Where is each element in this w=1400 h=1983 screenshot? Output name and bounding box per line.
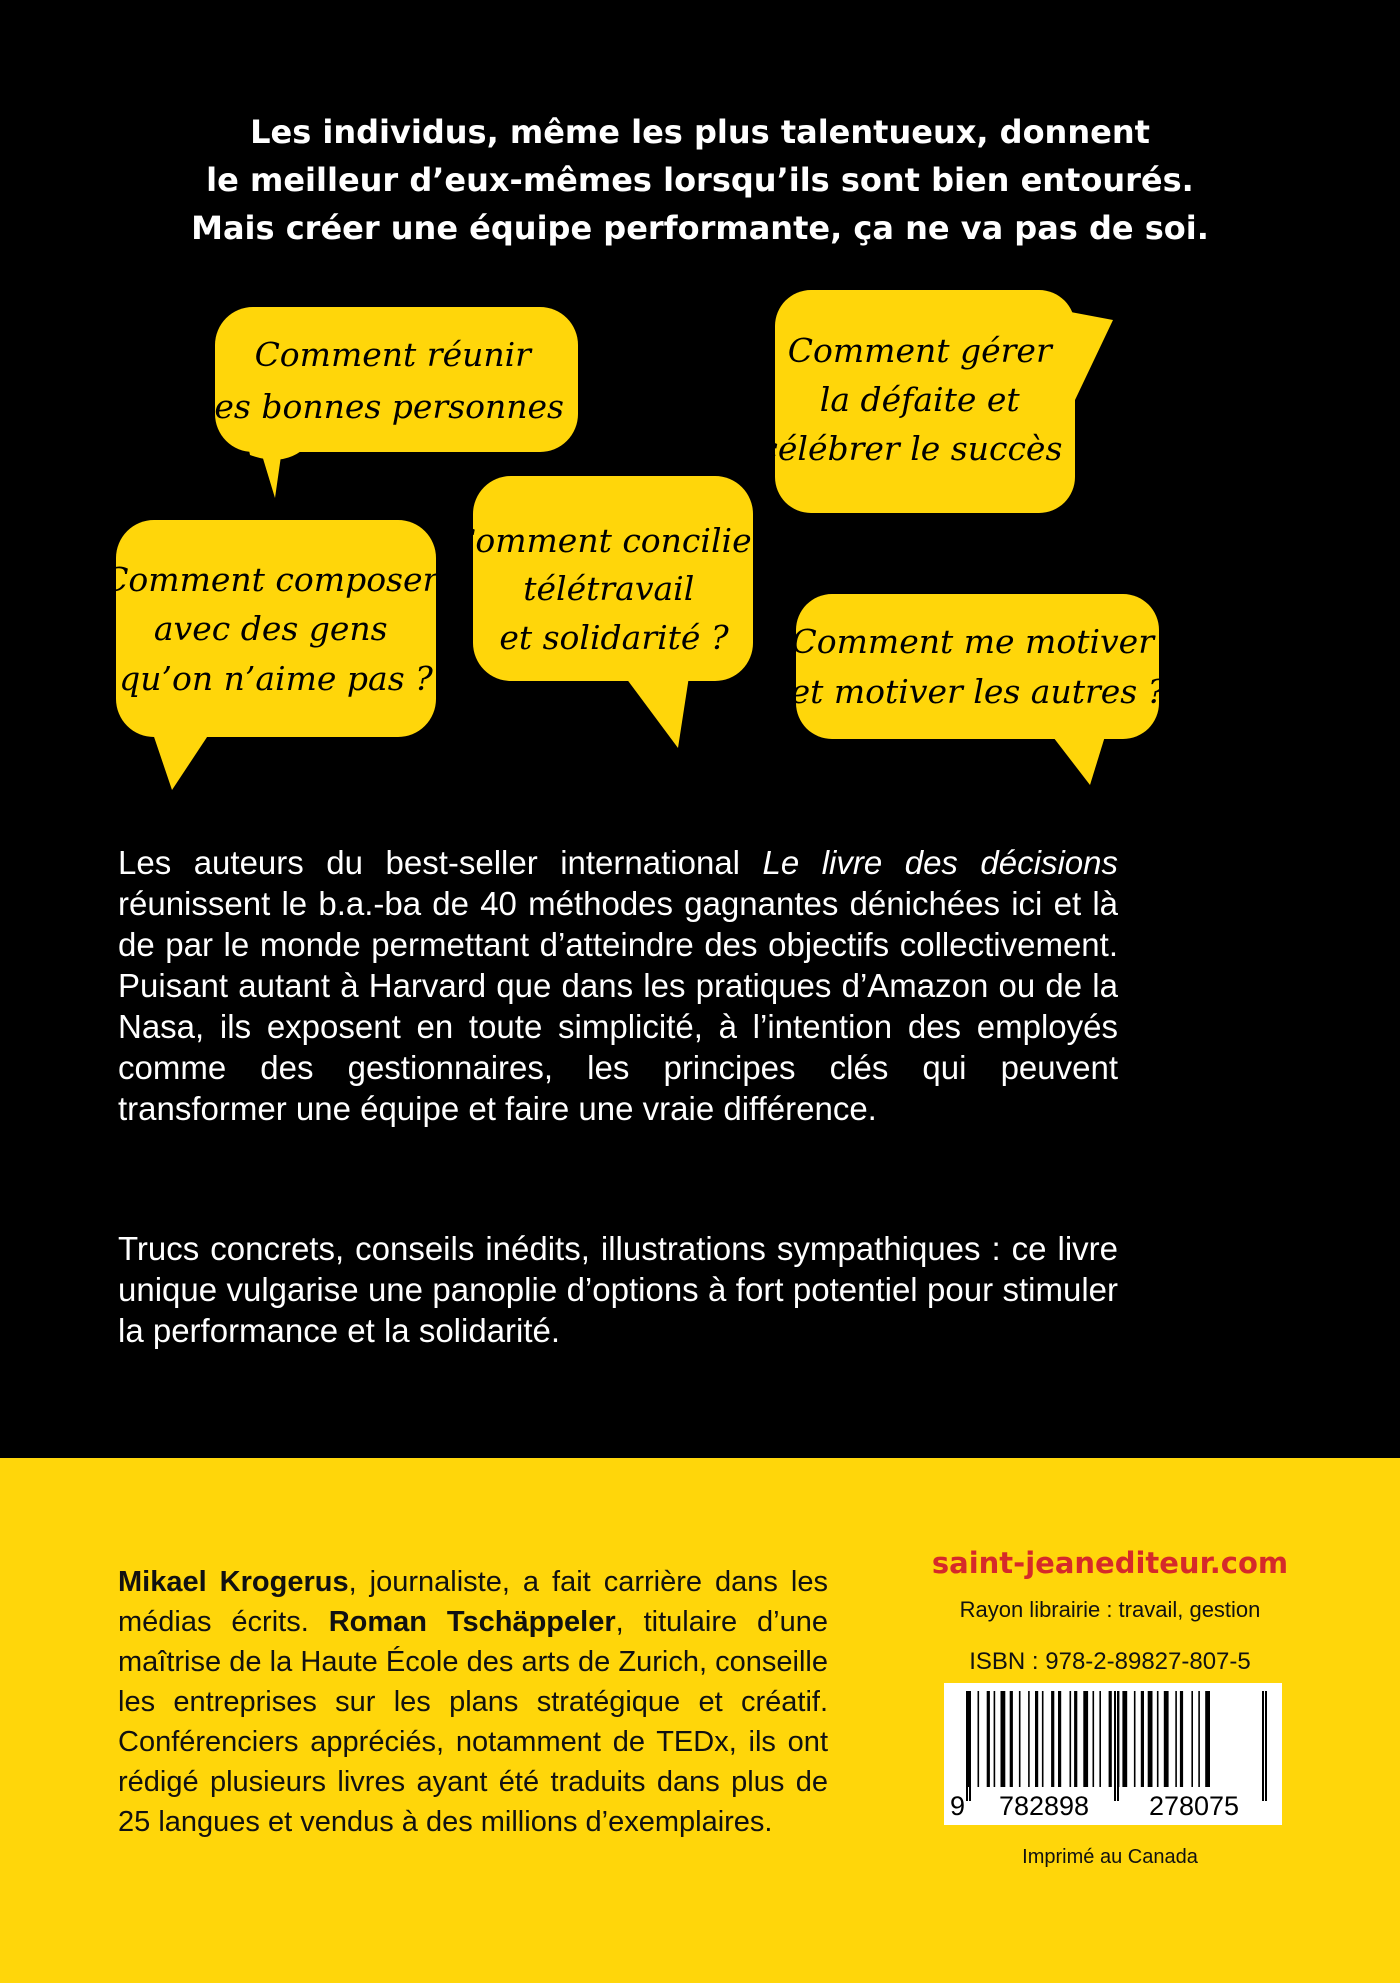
barcode — [944, 1683, 1282, 1825]
authors-bio — [118, 1562, 828, 1842]
barcode-bar — [1042, 1691, 1044, 1787]
barcode-bar — [978, 1691, 980, 1787]
barcode-bar — [1134, 1691, 1136, 1787]
intro-line: Les individus, même les plus talentueux, donnent — [250, 113, 1150, 151]
barcode-bar — [1051, 1691, 1054, 1787]
barcode-bar — [1122, 1691, 1127, 1787]
barcode-bar — [1157, 1691, 1159, 1787]
barcode-bar — [1141, 1691, 1144, 1787]
barcode-bar — [1099, 1691, 1101, 1787]
intro-line: le meilleur d’eux-mêmes lorsqu’ils sont bien entourés. — [206, 161, 1194, 199]
speech-bubble — [450, 476, 778, 748]
description-text: réunissent le b.a.-ba de 40 méthodes gagnantes dénichées ici et là de par le monde permettant d’atteindre des objectifs collectivement. Puisant autant à Harvard que dans les pratiques d’Amazon ou de la Nasa, ils exposent en toute simplicité, à l’intention des employés comme des gestionnaires, les principes clés qui peuvent transformer une équipe et faire une vraie différence. — [118, 885, 1118, 1127]
barcode-guard-bar — [1117, 1691, 1119, 1801]
barcode-icon — [944, 1683, 1282, 1825]
bubble-shape — [215, 307, 578, 452]
bubble-tail-icon — [620, 670, 690, 748]
barcode-bar — [1109, 1691, 1112, 1787]
barcode-bar — [987, 1691, 990, 1787]
barcode-bar — [1070, 1691, 1072, 1787]
barcode-bar — [994, 1691, 996, 1787]
bubble-text: Comment concilier télétravail et solidarité ? — [450, 521, 768, 657]
barcode-bar — [1180, 1691, 1183, 1787]
author-description: , titulaire d’une maîtrise de la Haute École des arts de Zurich, conseille les entreprises sur les plans stratégique et créatif. Conférenciers appréciés, notamment de TEDx, ils ont rédigé plusieurs livres ayant été traduits dans plus de 25 langues et vendus à des millions d’exemplaires. — [118, 1606, 828, 1838]
description-text: Trucs concrets, conseils inédits, illustrations sympathiques : ce livre unique vulgarise une panoplie d’options à fort potentiel pour stimuler la performance et la solidarité. — [118, 1230, 1118, 1349]
speech-bubble — [791, 594, 1166, 785]
barcode-guard-bar — [1114, 1691, 1116, 1801]
barcode-right-digits: 278075 — [1148, 1791, 1240, 1821]
speech-bubble — [103, 520, 449, 790]
description-paragraph — [118, 1228, 1118, 1351]
barcode-guard-bar — [966, 1691, 968, 1801]
publisher-website-link[interactable]: saint-jeanediteur.com — [931, 1546, 1289, 1580]
barcode-bar — [1010, 1691, 1013, 1787]
speech-bubble — [759, 290, 1113, 513]
author-description: , journaliste, a fait carrière dans les médias écrits. — [118, 1566, 828, 1638]
printed-in: Imprimé au Canada — [1022, 1846, 1198, 1868]
barcode-bar — [1035, 1691, 1038, 1787]
barcode-lead-digit: 9 — [950, 1791, 966, 1821]
author-name: Roman Tschäppeler — [328, 1606, 616, 1638]
description-text: Les auteurs du best-seller international — [118, 844, 763, 881]
shelf-category: Rayon librairie : travail, gestion — [959, 1597, 1261, 1622]
barcode-bar — [1028, 1691, 1030, 1787]
barcode-guard-bar — [1265, 1691, 1267, 1801]
barcode-guard-bar — [969, 1691, 971, 1801]
barcode-bar — [1083, 1691, 1088, 1787]
bubble-text: Comment réunir les bonnes personnes ? — [203, 335, 593, 426]
speech-bubbles — [0, 0, 1400, 800]
intro-line: Mais créer une équipe performante, ça ne va pas de soi. — [191, 209, 1209, 247]
author-name: Mikael Krogerus — [118, 1566, 349, 1598]
bubble-text: Comment composer avec des gens qu’on n’aime pas ? — [103, 560, 439, 698]
speech-bubble — [204, 307, 593, 498]
bubble-text: Comment me motiver et motiver les autres ? — [790, 622, 1166, 711]
book-title: Le livre des décisions — [762, 844, 1118, 881]
description-paragraph — [118, 842, 1118, 1129]
barcode-bar — [1205, 1691, 1210, 1787]
barcode-bar — [1148, 1691, 1153, 1787]
barcode-bar — [1058, 1691, 1061, 1787]
barcode-bar — [1074, 1691, 1077, 1787]
bubble-shape — [796, 594, 1159, 739]
barcode-bar — [1164, 1691, 1169, 1787]
barcode-bar — [1191, 1691, 1193, 1787]
barcode-guard-bar — [1262, 1691, 1264, 1801]
barcode-bar — [1175, 1691, 1177, 1787]
barcode-bar — [1198, 1691, 1200, 1787]
barcode-bar — [1093, 1691, 1095, 1787]
barcode-bar — [1019, 1691, 1021, 1787]
isbn-number: ISBN : 978-2-89827-807-5 — [969, 1648, 1251, 1675]
barcode-left-digits: 782898 — [998, 1791, 1090, 1821]
barcode-bar — [1001, 1691, 1006, 1787]
bubble-text: Comment gérer la défaite et célébrer le succès ? — [759, 331, 1091, 468]
